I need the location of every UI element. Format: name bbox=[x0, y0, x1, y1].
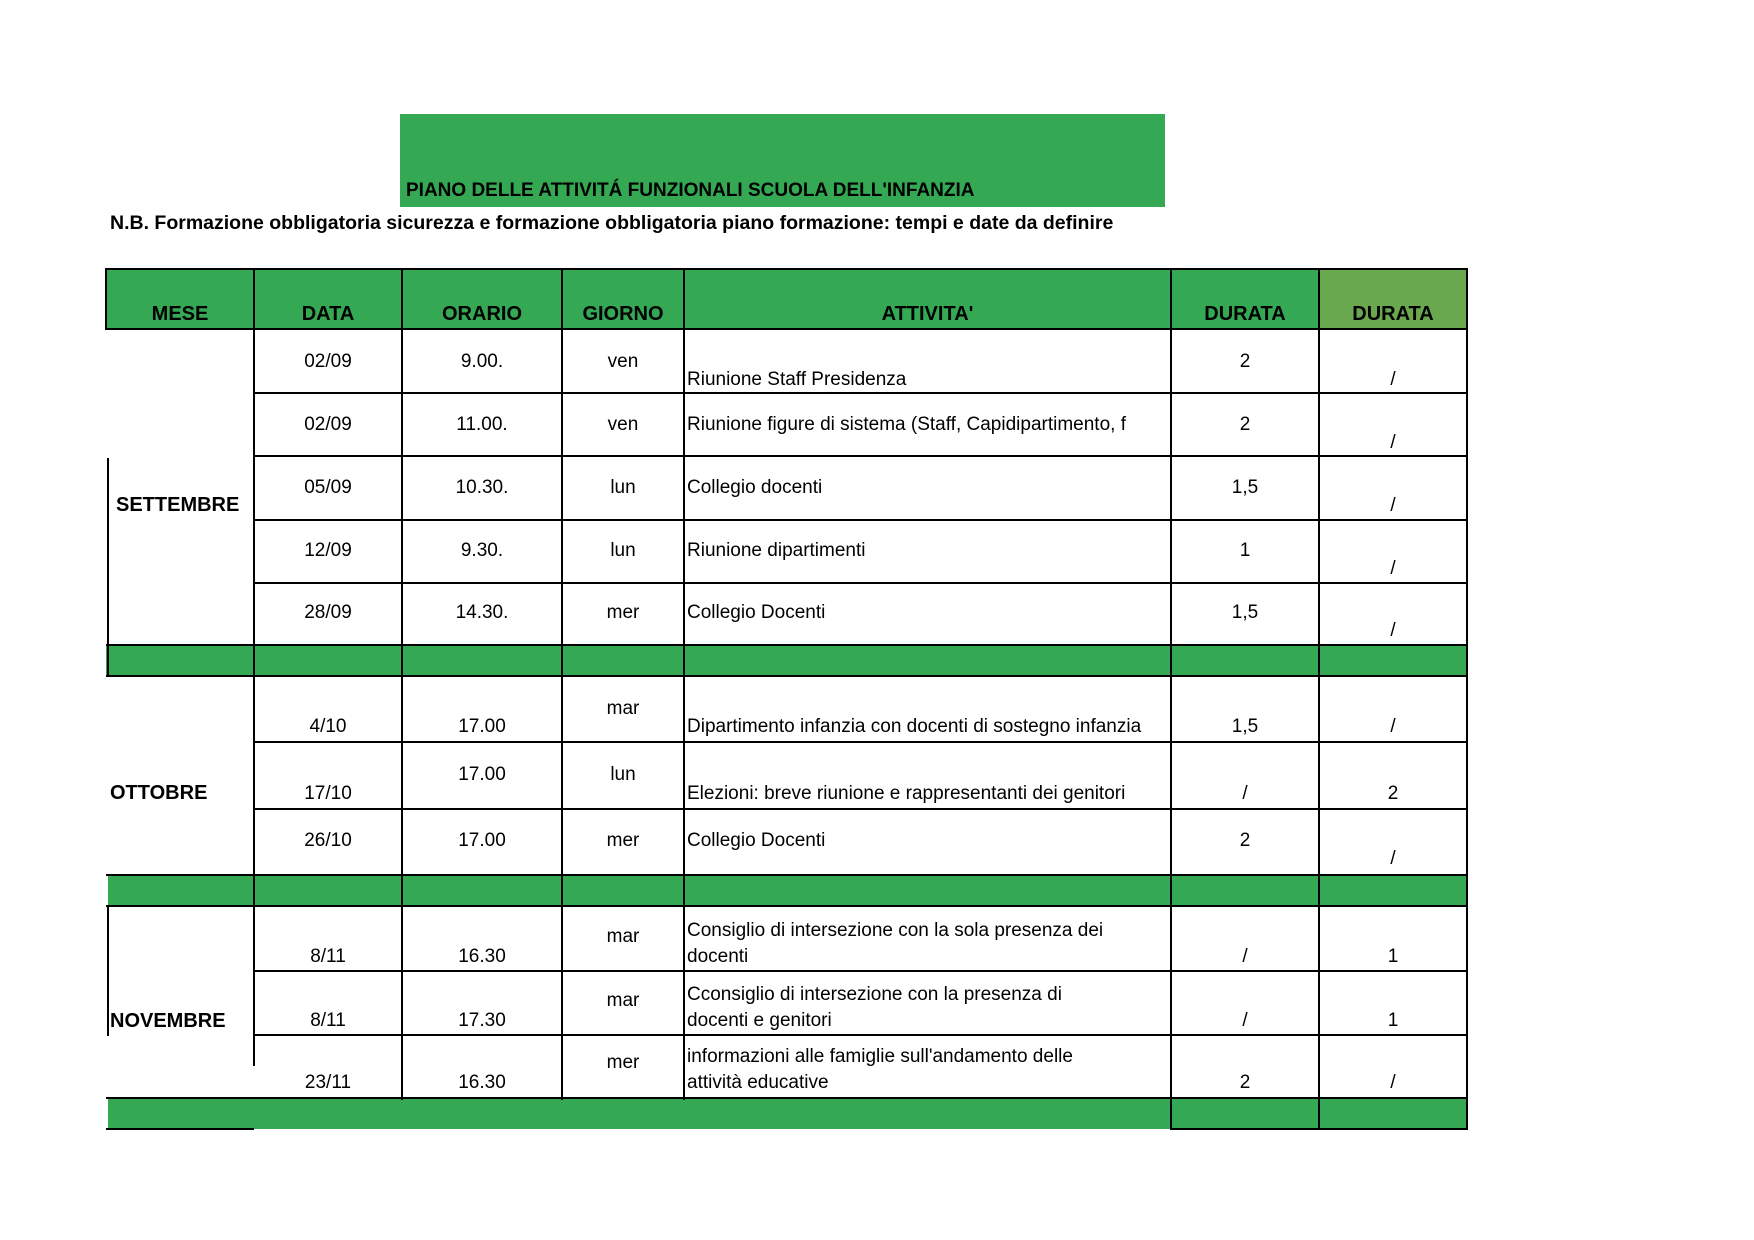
cell-durata-2: 2 bbox=[1387, 783, 1399, 804]
cell-orario: 10.30. bbox=[455, 477, 509, 498]
cell-orario: 9.30. bbox=[460, 540, 504, 561]
cell-giorno: mar bbox=[606, 990, 640, 1011]
cell-data: 4/10 bbox=[309, 716, 347, 737]
cell-attivita: Consiglio di intersezione con la sola presenza dei bbox=[687, 920, 1104, 941]
cell-data: 05/09 bbox=[304, 477, 352, 498]
cell-orario: 11.00. bbox=[456, 414, 508, 435]
cell-attivita-line2: docenti e genitori bbox=[687, 1010, 832, 1031]
cell-orario: 17.30 bbox=[458, 1010, 506, 1031]
cell-giorno: mar bbox=[606, 926, 640, 947]
cell-durata-2: 1 bbox=[1387, 946, 1399, 967]
cell-durata-2: / bbox=[1390, 848, 1396, 869]
cell-attivita: Dipartimento infanzia con docenti di sostegno infanzia bbox=[687, 716, 1142, 737]
page-title: PIANO DELLE ATTIVITÁ FUNZIONALI SCUOLA DELL'INFANZIA bbox=[406, 180, 975, 201]
header-orario: ORARIO bbox=[402, 268, 562, 330]
cell-durata: 1,5 bbox=[1231, 602, 1259, 623]
cell-orario: 17.00 bbox=[458, 716, 506, 737]
cell-attivita: informazioni alle famiglie sull'andamento delle bbox=[687, 1046, 1073, 1067]
separator-band bbox=[106, 646, 1467, 676]
cell-attivita: Riunione Staff Presidenza bbox=[687, 369, 907, 390]
month-settembre: SETTEMBRE bbox=[116, 494, 240, 516]
cell-data: 26/10 bbox=[304, 830, 352, 851]
cell-durata: / bbox=[1242, 946, 1248, 967]
note-text: N.B. Formazione obbligatoria sicurezza e formazione obbligatoria piano formazione: tempi e date da definire bbox=[110, 212, 1114, 234]
cell-durata-2: / bbox=[1390, 369, 1396, 390]
cell-attivita: Collegio docenti bbox=[687, 477, 823, 498]
separator-band bbox=[108, 1099, 1467, 1129]
cell-orario: 17.00 bbox=[458, 830, 506, 851]
cell-durata-2: / bbox=[1390, 432, 1396, 453]
cell-orario: 16.30 bbox=[458, 946, 506, 967]
cell-durata: / bbox=[1242, 783, 1248, 804]
cell-durata: 1 bbox=[1239, 540, 1251, 561]
cell-durata-2: / bbox=[1390, 620, 1396, 641]
cell-durata: 2 bbox=[1239, 351, 1251, 372]
header-attivita: ATTIVITA' bbox=[684, 268, 1171, 330]
cell-durata-2: / bbox=[1390, 1072, 1396, 1093]
separator-band bbox=[108, 876, 1467, 906]
cell-orario: 14.30. bbox=[455, 602, 509, 623]
header-data: DATA bbox=[254, 268, 402, 330]
cell-giorno: mer bbox=[606, 602, 640, 623]
cell-attivita: Elezioni: breve riunione e rappresentanti dei genitori bbox=[687, 783, 1126, 804]
cell-durata: / bbox=[1242, 1010, 1248, 1031]
cell-data: 02/09 bbox=[304, 414, 352, 435]
cell-orario: 17.00 bbox=[458, 764, 506, 785]
cell-orario: 9.00. bbox=[460, 351, 504, 372]
cell-attivita: Riunione dipartimenti bbox=[687, 540, 866, 561]
header-durata-2: DURATA bbox=[1319, 268, 1467, 330]
month-ottobre: OTTOBRE bbox=[110, 782, 208, 804]
cell-orario: 16.30 bbox=[458, 1072, 506, 1093]
cell-durata: 1,5 bbox=[1231, 716, 1259, 737]
month-novembre: NOVEMBRE bbox=[110, 1010, 226, 1032]
cell-data: 02/09 bbox=[304, 351, 352, 372]
cell-giorno: ven bbox=[607, 414, 639, 435]
cell-giorno: lun bbox=[610, 764, 636, 785]
cell-giorno: lun bbox=[610, 540, 636, 561]
cell-data: 23/11 bbox=[304, 1072, 352, 1093]
cell-durata: 2 bbox=[1239, 414, 1251, 435]
cell-durata-2: / bbox=[1390, 495, 1396, 516]
cell-attivita-line2: attività educative bbox=[687, 1072, 829, 1093]
cell-attivita: Collegio Docenti bbox=[687, 602, 826, 623]
cell-giorno: ven bbox=[607, 351, 639, 372]
header-giorno: GIORNO bbox=[562, 268, 684, 330]
cell-durata: 2 bbox=[1239, 1072, 1251, 1093]
cell-data: 28/09 bbox=[304, 602, 352, 623]
cell-data: 8/11 bbox=[310, 1010, 346, 1031]
cell-data: 8/11 bbox=[310, 946, 346, 967]
cell-giorno: mer bbox=[606, 1052, 640, 1073]
cell-data: 17/10 bbox=[304, 783, 352, 804]
cell-durata-2: / bbox=[1390, 716, 1396, 737]
cell-attivita: Collegio Docenti bbox=[687, 830, 826, 851]
cell-durata: 2 bbox=[1239, 830, 1251, 851]
cell-attivita: Cconsiglio di intersezione con la presenza di bbox=[687, 984, 1062, 1005]
cell-giorno: lun bbox=[610, 477, 636, 498]
cell-attivita-line2: docenti bbox=[687, 946, 749, 967]
cell-durata: 1,5 bbox=[1231, 477, 1259, 498]
header-mese: MESE bbox=[106, 268, 254, 330]
cell-attivita: Riunione figure di sistema (Staff, Capidipartimento, f bbox=[687, 414, 1126, 435]
header-durata: DURATA bbox=[1171, 268, 1319, 330]
cell-data: 12/09 bbox=[304, 540, 352, 561]
cell-durata-2: / bbox=[1390, 558, 1396, 579]
cell-giorno: mar bbox=[606, 698, 640, 719]
cell-giorno: mer bbox=[606, 830, 640, 851]
cell-durata-2: 1 bbox=[1387, 1010, 1399, 1031]
